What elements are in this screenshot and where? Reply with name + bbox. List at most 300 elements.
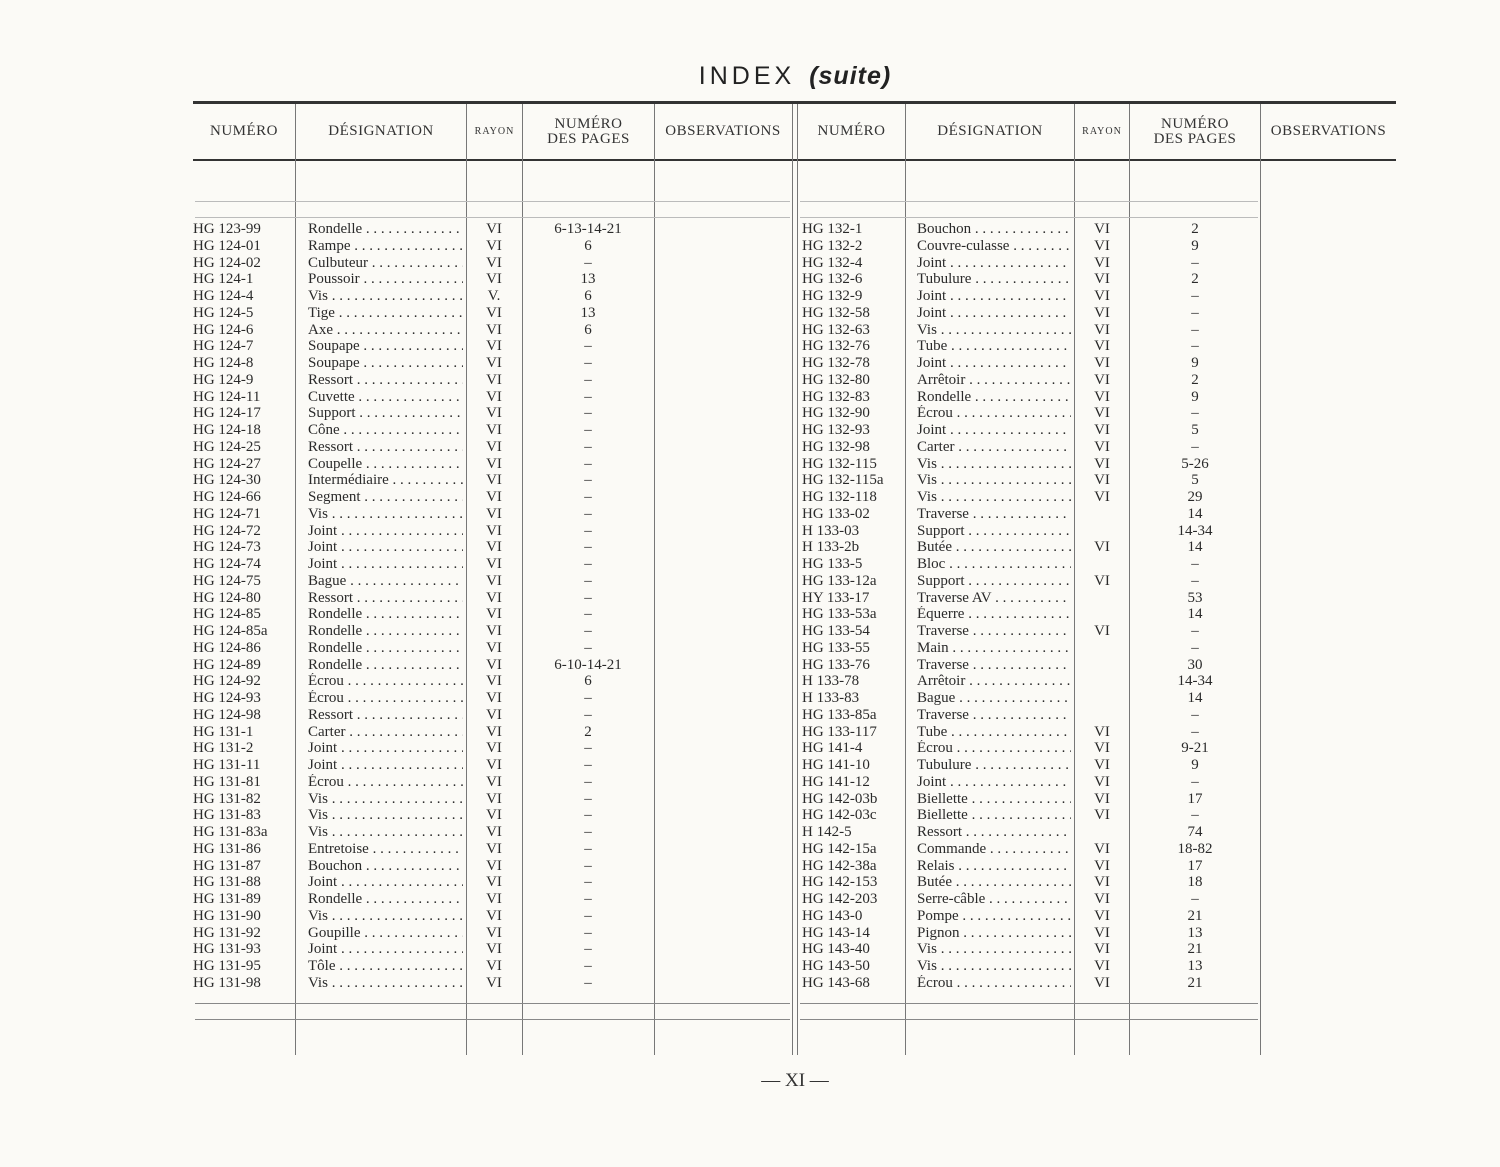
right-rayon-cell: VI — [1094, 941, 1110, 958]
right-rayon-cell: VI — [1094, 790, 1110, 807]
right-numero-cell: HG 143-0 — [802, 907, 863, 924]
left-header-numero: NUMÉRO — [209, 123, 278, 139]
left-rayon-cell: VI — [486, 505, 502, 522]
right-designation-cell: Support . . . — [917, 523, 1071, 540]
left-rayon-cell: VI — [486, 690, 502, 706]
left-rayon-cell: VI — [486, 355, 502, 371]
right-rayon-cell: VI — [1094, 974, 1110, 991]
right-pages-cell: 2 — [1191, 221, 1199, 237]
right-table-row — [0, 238, 1500, 255]
left-rayon-cell: VI — [486, 539, 502, 556]
left-pages-cell: 13 — [580, 271, 596, 288]
right-table-row — [0, 791, 1500, 808]
right-pages-cell: 14 — [1187, 690, 1203, 706]
left-designation-cell: Segment . . . — [308, 489, 463, 506]
left-rayon-cell: VI — [486, 656, 502, 673]
left-designation-cell: Vis . . . — [308, 908, 463, 925]
left-pages-cell: – — [584, 522, 592, 539]
right-table-row — [0, 740, 1500, 757]
right-numero-cell: HG 142-03c — [802, 807, 877, 824]
right-designation-cell: Vis . . . — [917, 489, 1071, 506]
separator-line — [195, 1019, 790, 1020]
left-designation-cell: Culbuteur . . . — [308, 255, 463, 272]
right-rayon-cell: VI — [1094, 840, 1110, 857]
left-designation-cell: Joint . . . — [308, 874, 463, 891]
left-designation-cell: Ressort . . . — [308, 439, 463, 456]
left-designation-cell: Intermédiaire . . . — [308, 472, 463, 489]
left-designation-cell: Tige . . . — [308, 305, 463, 322]
right-numero-cell: H 133-03 — [802, 522, 860, 539]
right-pages-cell: 9 — [1191, 237, 1199, 254]
right-numero-cell: HG 141-4 — [802, 740, 863, 757]
right-rayon-cell: VI — [1094, 422, 1110, 438]
left-pages-cell: – — [584, 757, 592, 773]
right-rayon-cell: VI — [1094, 539, 1110, 556]
left-pages-cell: 6 — [584, 237, 592, 254]
right-designation-cell: Carter . . . — [917, 439, 1071, 456]
left-numero-cell: HG 124-1 — [193, 271, 254, 288]
right-designation-cell: Biellette . . . — [917, 807, 1071, 824]
left-pages-cell: – — [584, 371, 592, 388]
left-rayon-cell: VI — [486, 438, 502, 455]
right-table-row — [0, 489, 1500, 506]
right-table-row — [0, 673, 1500, 690]
right-rayon-cell: VI — [1094, 472, 1110, 489]
left-numero-cell: HG 131-83a — [193, 824, 268, 840]
right-designation-cell: Écrou . . . — [917, 740, 1071, 757]
right-table-row — [0, 338, 1500, 355]
left-header-rayon: RAYON — [474, 126, 515, 137]
left-header-pages — [523, 104, 654, 159]
right-table-row — [0, 774, 1500, 791]
right-table-row — [0, 405, 1500, 422]
left-rayon-cell: VI — [486, 254, 502, 271]
left-rayon-cell: VI — [486, 489, 502, 505]
right-table-row — [0, 824, 1500, 841]
right-numero-cell: H 133-2b — [802, 539, 860, 556]
left-numero-cell: HG 131-2 — [193, 740, 254, 757]
right-header-pages-line2: DES PAGES — [1153, 130, 1237, 147]
left-pages-cell: – — [584, 974, 592, 991]
left-numero-cell: HG 124-30 — [193, 472, 261, 489]
left-numero-cell: HG 131-86 — [193, 840, 261, 857]
left-numero-cell: HG 124-71 — [193, 505, 261, 522]
left-numero-cell: HG 131-11 — [193, 757, 261, 773]
right-numero-cell: HG 142-203 — [802, 891, 878, 907]
right-numero-cell: HG 133-53a — [802, 606, 877, 623]
right-pages-cell: 18 — [1187, 874, 1203, 891]
left-designation-cell: Carter . . . — [308, 724, 463, 741]
right-numero-cell: HG 133-117 — [802, 723, 877, 740]
left-pages-cell: – — [584, 706, 592, 723]
left-rayon-cell: VI — [486, 321, 502, 338]
right-table-row — [0, 439, 1500, 456]
right-numero-cell: HG 133-5 — [802, 556, 863, 572]
right-table-row — [0, 690, 1500, 707]
left-numero-cell: HG 124-02 — [193, 254, 261, 271]
left-rayon-cell: VI — [486, 338, 502, 355]
left-numero-cell: HG 124-01 — [193, 237, 261, 254]
left-numero-cell: HG 131-98 — [193, 974, 261, 991]
left-numero-cell: HG 124-85 — [193, 606, 261, 623]
right-designation-cell: Main . . . — [917, 640, 1071, 657]
left-designation-cell: Écrou . . . — [308, 690, 463, 707]
left-designation-cell: Bague . . . — [308, 573, 463, 590]
left-designation-cell: Vis . . . — [308, 791, 463, 808]
right-table-row — [0, 724, 1500, 741]
left-pages-cell: – — [584, 455, 592, 472]
right-header-numero: NUMÉRO — [817, 123, 886, 139]
left-rayon-cell: VI — [486, 304, 502, 321]
right-pages-cell: 21 — [1187, 907, 1203, 924]
right-numero-cell: HG 141-10 — [802, 757, 870, 773]
right-rayon-cell: VI — [1094, 924, 1110, 941]
right-numero-cell: HG 132-115 — [802, 455, 877, 472]
right-designation-cell: Rondelle . . . — [917, 389, 1071, 406]
right-table-row — [0, 456, 1500, 473]
right-header-observations: OBSERVATIONS — [1270, 123, 1387, 139]
right-numero-cell: HG 132-58 — [802, 304, 870, 321]
right-pages-cell: 2 — [1191, 371, 1199, 388]
left-rayon-cell: VI — [486, 422, 502, 438]
right-designation-cell: Écrou . . . — [917, 405, 1071, 422]
left-numero-cell: HG 124-9 — [193, 371, 254, 388]
left-numero-cell: HG 131-93 — [193, 941, 261, 958]
left-pages-cell: 6 — [584, 321, 592, 338]
left-designation-cell: Cuvette . . . — [308, 389, 463, 406]
right-designation-cell: Ressort . . . — [917, 824, 1071, 841]
separator-line — [195, 217, 790, 218]
right-rayon-cell: VI — [1094, 807, 1110, 824]
right-numero-cell: HG 133-55 — [802, 639, 870, 656]
left-numero-cell: HG 131-87 — [193, 857, 261, 874]
left-rayon-cell: VI — [486, 907, 502, 924]
left-designation-cell: Bouchon . . . — [308, 858, 463, 875]
right-table-row — [0, 389, 1500, 406]
right-numero-cell: HG 132-90 — [802, 405, 870, 422]
left-rayon-cell: VI — [486, 371, 502, 388]
left-numero-cell: HG 124-5 — [193, 304, 254, 321]
left-numero-cell: HG 124-98 — [193, 706, 261, 723]
right-designation-cell: Tube . . . — [917, 724, 1071, 741]
right-header-designation: DÉSIGNATION — [937, 123, 1043, 139]
right-table-row — [0, 640, 1500, 657]
right-pages-cell: – — [1191, 304, 1199, 321]
right-table-row — [0, 539, 1500, 556]
right-designation-cell: Traverse . . . — [917, 506, 1071, 523]
right-pages-cell: 30 — [1187, 656, 1203, 673]
left-pages-cell: – — [584, 790, 592, 807]
left-pages-cell: 6-13-14-21 — [554, 221, 622, 237]
right-numero-cell: HG 133-02 — [802, 505, 870, 522]
right-table-row — [0, 707, 1500, 724]
right-rayon-cell: VI — [1094, 237, 1110, 254]
right-pages-cell: 14 — [1187, 539, 1203, 556]
right-designation-cell: Commande . . . — [917, 841, 1071, 858]
right-rayon-cell: VI — [1094, 740, 1110, 757]
right-pages-cell: 13 — [1187, 958, 1203, 974]
left-pages-cell: – — [584, 639, 592, 656]
left-rayon-cell: VI — [486, 924, 502, 941]
right-table-row — [0, 556, 1500, 573]
right-table-row — [0, 941, 1500, 958]
left-pages-cell: – — [584, 606, 592, 623]
right-designation-cell: Joint . . . — [917, 355, 1071, 372]
left-rayon-cell: VI — [486, 221, 502, 237]
right-pages-cell: 53 — [1187, 589, 1203, 606]
right-designation-cell: Traverse . . . — [917, 707, 1071, 724]
right-rayon-cell: VI — [1094, 723, 1110, 740]
left-rayon-cell: VI — [486, 472, 502, 489]
right-designation-cell: Traverse AV . . . — [917, 590, 1071, 607]
left-rayon-cell: VI — [486, 572, 502, 589]
right-designation-cell: Joint . . . — [917, 255, 1071, 272]
left-rayon-cell: VI — [486, 455, 502, 472]
right-numero-cell: HG 133-12a — [802, 572, 877, 589]
right-numero-cell: HG 142-15a — [802, 840, 877, 857]
separator-line — [800, 217, 1258, 218]
right-numero-cell: HY 133-17 — [802, 589, 870, 606]
left-pages-cell: – — [584, 807, 592, 824]
right-rayon-cell: VI — [1094, 288, 1110, 304]
left-numero-cell: HG 124-73 — [193, 539, 261, 556]
right-designation-cell: Pompe . . . — [917, 908, 1071, 925]
right-rayon-cell: VI — [1094, 891, 1110, 907]
right-table-row — [0, 372, 1500, 389]
left-pages-cell: – — [584, 338, 592, 355]
left-numero-cell: HG 131-92 — [193, 924, 261, 941]
right-rayon-cell: VI — [1094, 958, 1110, 974]
left-rayon-cell: VI — [486, 405, 502, 422]
right-rayon-cell: VI — [1094, 254, 1110, 271]
header-bottom-rule — [193, 159, 1396, 161]
left-designation-cell: Joint . . . — [308, 740, 463, 757]
left-designation-cell: Support . . . — [308, 405, 463, 422]
right-table-row — [0, 590, 1500, 607]
right-table-row — [0, 255, 1500, 272]
right-numero-cell: HG 132-93 — [802, 422, 870, 438]
separator-line — [195, 1003, 790, 1004]
right-numero-cell: HG 132-80 — [802, 371, 870, 388]
left-pages-cell: – — [584, 254, 592, 271]
left-rayon-cell: VI — [486, 757, 502, 773]
right-table-row — [0, 874, 1500, 891]
left-rayon-cell: VI — [486, 941, 502, 958]
right-rayon-cell: VI — [1094, 304, 1110, 321]
right-rayon-cell: VI — [1094, 321, 1110, 338]
page-number: — XI — — [761, 1070, 829, 1091]
left-pages-cell: – — [584, 941, 592, 958]
title-suite: (suite) — [809, 62, 892, 90]
left-rayon-cell: VI — [486, 891, 502, 907]
left-pages-cell: – — [584, 572, 592, 589]
separator-line — [800, 201, 1258, 202]
left-designation-cell: Vis . . . — [308, 807, 463, 824]
left-rayon-cell: V. — [487, 288, 501, 304]
right-designation-cell: Joint . . . — [917, 305, 1071, 322]
left-pages-cell: – — [584, 824, 592, 840]
right-pages-cell: – — [1191, 321, 1199, 338]
left-rayon-cell: VI — [486, 623, 502, 639]
left-numero-cell: HG 124-86 — [193, 639, 261, 656]
left-pages-cell: – — [584, 422, 592, 438]
right-rayon-cell: VI — [1094, 371, 1110, 388]
left-pages-cell: – — [584, 355, 592, 371]
left-rayon-cell: VI — [486, 958, 502, 974]
left-pages-cell: – — [584, 958, 592, 974]
right-designation-cell: Vis . . . — [917, 456, 1071, 473]
right-pages-cell: 9 — [1191, 757, 1199, 773]
left-designation-cell: Joint . . . — [308, 757, 463, 774]
left-pages-cell: – — [584, 907, 592, 924]
right-numero-cell: HG 132-1 — [802, 221, 863, 237]
left-designation-cell: Rampe . . . — [308, 238, 463, 255]
left-pages-cell: – — [584, 505, 592, 522]
right-numero-cell: HG 142-38a — [802, 857, 877, 874]
right-numero-cell: HG 132-4 — [802, 254, 863, 271]
left-pages-cell: – — [584, 874, 592, 891]
right-pages-cell: – — [1191, 438, 1199, 455]
right-table-row — [0, 305, 1500, 322]
right-numero-cell: H 133-83 — [802, 690, 860, 706]
right-rayon-cell: VI — [1094, 271, 1110, 288]
right-pages-cell: – — [1191, 254, 1199, 271]
left-numero-cell: HG 124-80 — [193, 589, 261, 606]
left-numero-cell: HG 124-85a — [193, 623, 268, 639]
left-pages-cell: – — [584, 740, 592, 757]
right-table-row — [0, 573, 1500, 590]
right-pages-cell: 14 — [1187, 505, 1203, 522]
right-rayon-cell: VI — [1094, 489, 1110, 505]
right-table-row — [0, 472, 1500, 489]
left-rayon-cell: VI — [486, 857, 502, 874]
right-rayon-cell: VI — [1094, 405, 1110, 422]
right-numero-cell: HG 133-76 — [802, 656, 870, 673]
right-table-row — [0, 757, 1500, 774]
right-header-pages — [1130, 104, 1260, 159]
left-numero-cell: HG 124-72 — [193, 522, 261, 539]
left-designation-cell: Ressort . . . — [308, 372, 463, 389]
right-numero-cell: HG 142-153 — [802, 874, 878, 891]
right-pages-cell: – — [1191, 639, 1199, 656]
left-rayon-cell: VI — [486, 237, 502, 254]
right-designation-cell: Arrêtoir . . . — [917, 673, 1071, 690]
right-numero-cell: HG 132-63 — [802, 321, 870, 338]
right-table-row — [0, 355, 1500, 372]
separator-line — [800, 1019, 1258, 1020]
left-pages-cell: – — [584, 857, 592, 874]
right-table-row — [0, 841, 1500, 858]
right-pages-cell: 21 — [1187, 974, 1203, 991]
right-designation-cell: Vis . . . — [917, 941, 1071, 958]
left-designation-cell: Coupelle . . . — [308, 456, 463, 473]
right-header-rayon: RAYON — [1082, 126, 1122, 137]
right-numero-cell: HG 132-2 — [802, 237, 863, 254]
right-pages-cell: – — [1191, 623, 1199, 639]
right-designation-cell: Traverse . . . — [917, 623, 1071, 640]
right-rayon-cell: VI — [1094, 388, 1110, 405]
right-numero-cell: HG 142-03b — [802, 790, 878, 807]
right-pages-cell: 21 — [1187, 941, 1203, 958]
right-table-row — [0, 623, 1500, 640]
left-rayon-cell: VI — [486, 589, 502, 606]
left-numero-cell: HG 124-11 — [193, 388, 261, 405]
left-designation-cell: Tôle . . . — [308, 958, 463, 975]
right-designation-cell: Pignon . . . — [917, 925, 1071, 942]
right-pages-cell: 9-21 — [1181, 740, 1209, 757]
left-numero-cell: HG 124-7 — [193, 338, 254, 355]
right-rayon-cell: VI — [1094, 907, 1110, 924]
left-pages-cell: 6 — [584, 288, 592, 304]
left-designation-cell: Vis . . . — [308, 288, 463, 305]
left-designation-cell: Vis . . . — [308, 824, 463, 841]
left-designation-cell: Rondelle . . . — [308, 606, 463, 623]
left-rayon-cell: VI — [486, 388, 502, 405]
left-pages-cell: 6-10-14-21 — [554, 656, 622, 673]
left-numero-cell: HG 124-4 — [193, 288, 254, 304]
left-rayon-cell: VI — [486, 807, 502, 824]
left-pages-cell: – — [584, 773, 592, 790]
right-table-row — [0, 657, 1500, 674]
right-designation-cell: Relais . . . — [917, 858, 1071, 875]
right-designation-cell: Joint . . . — [917, 288, 1071, 305]
right-designation-cell: Vis . . . — [917, 472, 1071, 489]
separator-line — [800, 1003, 1258, 1004]
right-header-pages-line1: NUMÉRO — [1160, 115, 1229, 132]
right-pages-cell: – — [1191, 723, 1199, 740]
left-designation-cell: Joint . . . — [308, 539, 463, 556]
right-numero-cell: HG 133-85a — [802, 706, 877, 723]
left-numero-cell: HG 124-93 — [193, 690, 261, 706]
right-table-row — [0, 975, 1500, 992]
right-numero-cell: HG 132-78 — [802, 355, 870, 371]
right-designation-cell: Biellette . . . — [917, 791, 1071, 808]
left-numero-cell: HG 124-27 — [193, 455, 261, 472]
right-designation-cell: Tube . . . — [917, 338, 1071, 355]
right-numero-cell: HG 132-83 — [802, 388, 870, 405]
left-rayon-cell: VI — [486, 740, 502, 757]
left-numero-cell: HG 131-95 — [193, 958, 261, 974]
left-numero-cell: HG 124-75 — [193, 572, 261, 589]
right-numero-cell: HG 143-40 — [802, 941, 870, 958]
left-pages-cell: – — [584, 924, 592, 941]
right-numero-cell: HG 132-118 — [802, 489, 877, 505]
right-pages-cell: – — [1191, 405, 1199, 422]
right-pages-cell: – — [1191, 572, 1199, 589]
left-rayon-cell: VI — [486, 522, 502, 539]
left-header-pages-line2: DES PAGES — [547, 130, 630, 147]
right-pages-cell: 14-34 — [1177, 673, 1213, 690]
right-rayon-cell: VI — [1094, 355, 1110, 371]
left-rayon-cell: VI — [486, 773, 502, 790]
right-table-row — [0, 523, 1500, 540]
left-numero-cell: HG 124-8 — [193, 355, 254, 371]
right-table-row — [0, 891, 1500, 908]
right-numero-cell: HG 132-76 — [802, 338, 870, 355]
right-designation-cell: Vis . . . — [917, 958, 1071, 975]
left-rayon-cell: VI — [486, 723, 502, 740]
left-designation-cell: Rondelle . . . — [308, 657, 463, 674]
left-numero-cell: HG 131-90 — [193, 907, 261, 924]
right-table-row — [0, 506, 1500, 523]
right-numero-cell: HG 143-68 — [802, 974, 870, 991]
right-rayon-cell: VI — [1094, 623, 1110, 639]
right-designation-cell: Joint . . . — [917, 774, 1071, 791]
right-rayon-cell: VI — [1094, 773, 1110, 790]
left-header-observations: OBSERVATIONS — [665, 123, 781, 139]
left-pages-cell: 13 — [580, 304, 596, 321]
right-pages-cell: – — [1191, 891, 1199, 907]
